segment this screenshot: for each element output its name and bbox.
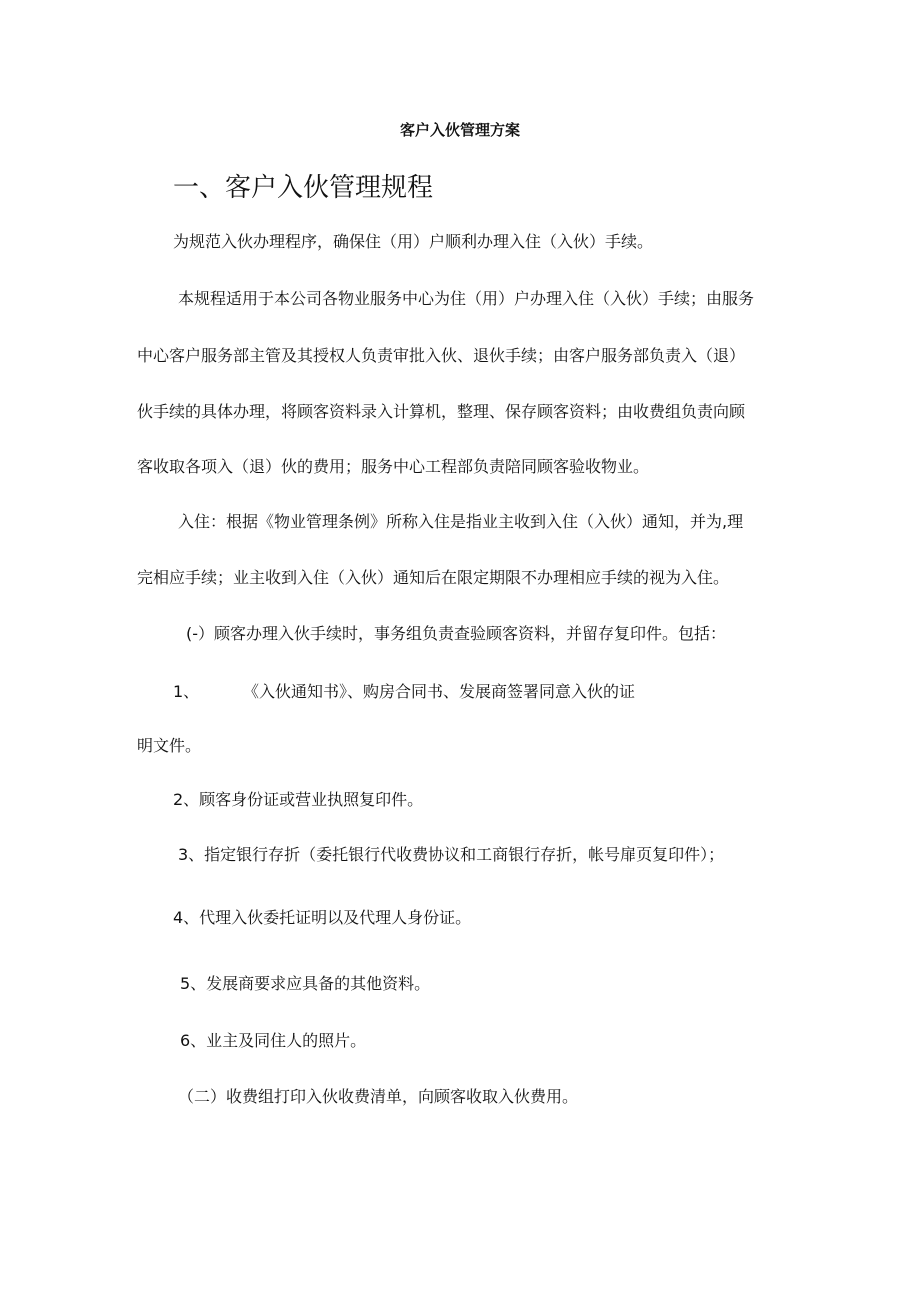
subsection-heading-1: (-）顾客办理入伙手续时，事务组负责查验顾客资料，并留存复印件。包括：: [186, 624, 727, 643]
scope-line: 中心客户服务部主管及其授权人负责审批入伙、退伙手续；由客户服务部负责入（退）: [137, 346, 746, 365]
scope-line: 客收取各项入（退）伙的费用；服务中心工程部负责陪同顾客验收物业。: [137, 457, 650, 476]
scope-line: 本规程适用于本公司各物业服务中心为住（用）户办理入住（入伙）手续；由服务: [178, 289, 755, 308]
list-item: 5、发展商要求应具备的其他资料。: [180, 974, 431, 993]
section-heading: 一、客户入伙管理规程: [173, 173, 434, 203]
document-title: 客户入伙管理方案: [399, 121, 520, 139]
list-item-continuation: 明文件。: [137, 736, 202, 755]
definition-line: 入住：根据《物业管理条例》所称入住是指业主收到入住（入伙）通知，并为,理: [178, 512, 744, 531]
list-item-number: 1、: [173, 682, 200, 701]
scope-line: 伙手续的具体办理，将顾客资料录入计算机，整理、保存顾客资料；由收费组负责向顾: [137, 402, 746, 421]
subsection-heading-2: （二）收费组打印入伙收费清单，向顾客收取入伙费用。: [178, 1087, 579, 1106]
list-item: 3、指定银行存折（委托银行代收费协议和工商银行存折，帐号扉页复印件）；: [178, 845, 725, 864]
definition-line: 完相应手续；业主收到入住（入伙）通知后在限定期限不办理相应手续的视为入住。: [137, 568, 730, 587]
list-item-text: 《入伙通知书》、购房合同书、发展商签署同意入伙的证: [243, 682, 636, 701]
list-item: 2、顾客身份证或营业执照复印件。: [173, 790, 424, 809]
list-item: 6、业主及同住人的照片。: [180, 1031, 367, 1050]
intro-paragraph: 为规范入伙办理程序，确保住（用）户顺利办理入住（入伙）手续。: [173, 232, 654, 251]
list-item: 4、代理入伙委托证明以及代理人身份证。: [173, 908, 472, 927]
